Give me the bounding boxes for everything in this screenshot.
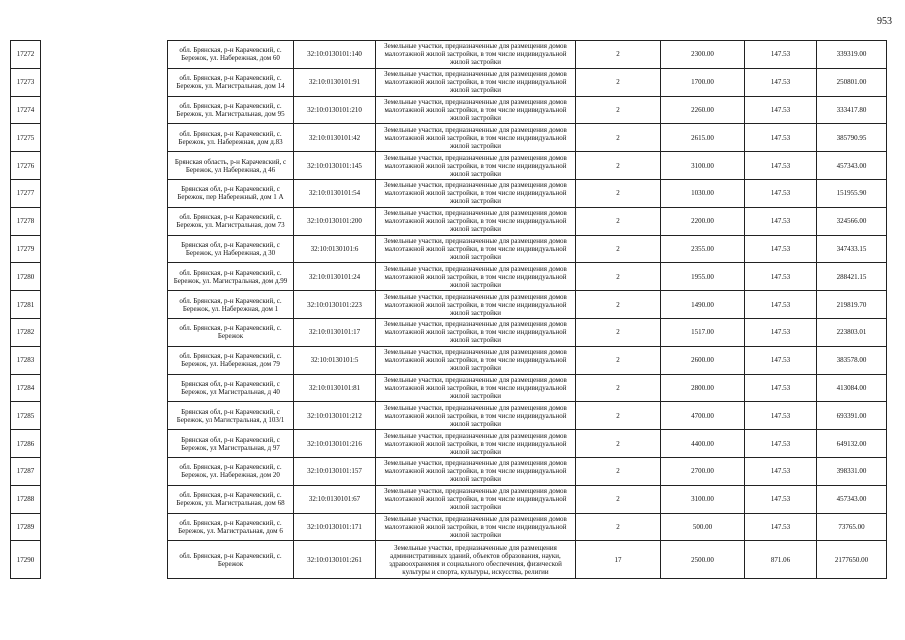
cell-cadastral-value: 457343.00 xyxy=(817,485,887,513)
cell-record-number: 17275 xyxy=(11,124,41,152)
cell-use-group: 2 xyxy=(576,179,661,207)
cell-spacer xyxy=(41,41,168,69)
cell-cadastral-number: 32:10:0130101:140 xyxy=(294,41,376,69)
cell-cadastral-number: 32:10:0130101:91 xyxy=(294,68,376,96)
cell-cadastral-value: 693391.00 xyxy=(817,402,887,430)
cell-cadastral-value: 151955.90 xyxy=(817,179,887,207)
cell-cadastral-number: 32:10:0130101:212 xyxy=(294,402,376,430)
cell-record-number: 17277 xyxy=(11,179,41,207)
cell-cadastral-number: 32:10:0130101:24 xyxy=(294,263,376,291)
cell-land-use-purpose: Земельные участки, предназначенные для размещения административных зданий, объектов образования, науки, здравоохранения и социального обеспечения, физической культуры и спорта, культуры, искусства, религии xyxy=(376,541,576,579)
cell-cadastral-number: 32:10:0130101:171 xyxy=(294,513,376,541)
cell-spacer xyxy=(41,318,168,346)
cell-cadastral-value: 2177650.00 xyxy=(817,541,887,579)
cell-specific-value: 147.53 xyxy=(745,346,817,374)
cell-use-group: 2 xyxy=(576,457,661,485)
cell-land-use-purpose: Земельные участки, предназначенные для размещения домов малоэтажной жилой застройки, в том числе индивидуальной жилой застройки xyxy=(376,374,576,402)
cell-specific-value: 147.53 xyxy=(745,291,817,319)
table-row xyxy=(11,318,887,346)
cell-address: Брянская обл, р-н Карачевский, с Бережок, пер Набережный, дом 1 А xyxy=(168,179,294,207)
cell-cadastral-number: 32:10:0130101:223 xyxy=(294,291,376,319)
cell-land-use-purpose: Земельные участки, предназначенные для размещения домов малоэтажной жилой застройки, в том числе индивидуальной жилой застройки xyxy=(376,430,576,458)
cell-cadastral-value: 347433.15 xyxy=(817,235,887,263)
cell-address: обл. Брянская, р-н Карачевский, с. Бережок, ул. Магистральная, дом 14 xyxy=(168,68,294,96)
table-row xyxy=(11,207,887,235)
cell-land-use-purpose: Земельные участки, предназначенные для размещения домов малоэтажной жилой застройки, в том числе индивидуальной жилой застройки xyxy=(376,402,576,430)
cell-address: обл. Брянская, р-н Карачевский, с. Бережок, ул. Набережная, дом 20 xyxy=(168,457,294,485)
cell-cadastral-number: 32:10:0130101:54 xyxy=(294,179,376,207)
cell-land-use-purpose: Земельные участки, предназначенные для размещения домов малоэтажной жилой застройки, в том числе индивидуальной жилой застройки xyxy=(376,152,576,180)
cell-specific-value: 147.53 xyxy=(745,235,817,263)
table-row xyxy=(11,541,887,579)
cell-spacer xyxy=(41,291,168,319)
table-row xyxy=(11,124,887,152)
cell-address: Брянская обл, р-н Карачевский, с Бережок, ул Магистральная, д 40 xyxy=(168,374,294,402)
cell-cadastral-number: 32:10:0130101:67 xyxy=(294,485,376,513)
cell-cadastral-value: 383578.00 xyxy=(817,346,887,374)
cell-area: 1490.00 xyxy=(661,291,745,319)
table-row xyxy=(11,457,887,485)
cell-record-number: 17280 xyxy=(11,263,41,291)
table-body xyxy=(11,41,887,579)
table-row xyxy=(11,179,887,207)
cell-cadastral-value: 333417.80 xyxy=(817,96,887,124)
cell-address: обл. Брянская, р-н Карачевский, с. Бережок, ул. Набережная, дом 60 xyxy=(168,41,294,69)
cell-use-group: 2 xyxy=(576,96,661,124)
table-row xyxy=(11,41,887,69)
cell-use-group: 2 xyxy=(576,402,661,430)
cell-cadastral-value: 339319.00 xyxy=(817,41,887,69)
cell-address: обл. Брянская, р-н Карачевский, с. Бережок, ул. Набережная, дом д.83 xyxy=(168,124,294,152)
cell-cadastral-value: 457343.00 xyxy=(817,152,887,180)
cell-address: обл. Брянская, р-н Карачевский, с. Бережок, ул. Магистральная, дом д.99 xyxy=(168,263,294,291)
cell-cadastral-number: 32:10:0130101:6 xyxy=(294,235,376,263)
cell-use-group: 2 xyxy=(576,430,661,458)
cell-record-number: 17290 xyxy=(11,541,41,579)
cell-spacer xyxy=(41,263,168,291)
table-row xyxy=(11,263,887,291)
cell-use-group: 2 xyxy=(576,346,661,374)
table-row xyxy=(11,291,887,319)
cell-land-use-purpose: Земельные участки, предназначенные для размещения домов малоэтажной жилой застройки, в том числе индивидуальной жилой застройки xyxy=(376,346,576,374)
cell-cadastral-value: 398331.00 xyxy=(817,457,887,485)
cell-area: 4400.00 xyxy=(661,430,745,458)
cell-land-use-purpose: Земельные участки, предназначенные для размещения домов малоэтажной жилой застройки, в том числе индивидуальной жилой застройки xyxy=(376,318,576,346)
cell-use-group: 2 xyxy=(576,41,661,69)
cell-cadastral-number: 32:10:0130101:210 xyxy=(294,96,376,124)
cell-address: обл. Брянская, р-н Карачевский, с. Бережок, ул. Магистральная, дом 73 xyxy=(168,207,294,235)
cell-record-number: 17288 xyxy=(11,485,41,513)
cell-record-number: 17278 xyxy=(11,207,41,235)
cell-use-group: 2 xyxy=(576,513,661,541)
cell-spacer xyxy=(41,513,168,541)
cell-specific-value: 147.53 xyxy=(745,179,817,207)
cell-spacer xyxy=(41,402,168,430)
table-row xyxy=(11,485,887,513)
cell-cadastral-number: 32:10:0130101:200 xyxy=(294,207,376,235)
cell-use-group: 2 xyxy=(576,207,661,235)
cell-record-number: 17282 xyxy=(11,318,41,346)
cell-specific-value: 147.53 xyxy=(745,124,817,152)
cell-specific-value: 147.53 xyxy=(745,485,817,513)
cell-area: 2600.00 xyxy=(661,346,745,374)
cell-land-use-purpose: Земельные участки, предназначенные для размещения домов малоэтажной жилой застройки, в том числе индивидуальной жилой застройки xyxy=(376,263,576,291)
cell-record-number: 17274 xyxy=(11,96,41,124)
cell-area: 2355.00 xyxy=(661,235,745,263)
cell-specific-value: 147.53 xyxy=(745,430,817,458)
cell-area: 2700.00 xyxy=(661,457,745,485)
cell-cadastral-number: 32:10:0130101:145 xyxy=(294,152,376,180)
cell-cadastral-value: 413084.00 xyxy=(817,374,887,402)
cell-address: обл. Брянская, р-н Карачевский, с. Бережок, ул. Набережная, дом 1 xyxy=(168,291,294,319)
cell-record-number: 17289 xyxy=(11,513,41,541)
cell-address: обл. Брянская, р-н Карачевский, с. Бережок xyxy=(168,541,294,579)
cell-land-use-purpose: Земельные участки, предназначенные для размещения домов малоэтажной жилой застройки, в том числе индивидуальной жилой застройки xyxy=(376,291,576,319)
cell-address: обл. Брянская, р-н Карачевский, с. Бережок, ул. Магистральная, дом 6 xyxy=(168,513,294,541)
cell-spacer xyxy=(41,541,168,579)
cell-specific-value: 147.53 xyxy=(745,41,817,69)
cell-address: Брянская область, р-н Карачевский, с Бережок, ул Набережная, д 46 xyxy=(168,152,294,180)
table-row xyxy=(11,513,887,541)
cell-specific-value: 147.53 xyxy=(745,402,817,430)
page-number: 953 xyxy=(877,16,892,27)
cell-area: 1517.00 xyxy=(661,318,745,346)
cell-cadastral-value: 219819.70 xyxy=(817,291,887,319)
table-row xyxy=(11,68,887,96)
cell-land-use-purpose: Земельные участки, предназначенные для размещения домов малоэтажной жилой застройки, в том числе индивидуальной жилой застройки xyxy=(376,485,576,513)
cell-specific-value: 147.53 xyxy=(745,513,817,541)
cell-specific-value: 147.53 xyxy=(745,374,817,402)
cell-use-group: 2 xyxy=(576,485,661,513)
cell-specific-value: 147.53 xyxy=(745,263,817,291)
cell-area: 2200.00 xyxy=(661,207,745,235)
cell-address: обл. Брянская, р-н Карачевский, с. Бережок xyxy=(168,318,294,346)
cell-cadastral-value: 288421.15 xyxy=(817,263,887,291)
cell-spacer xyxy=(41,430,168,458)
cell-record-number: 17285 xyxy=(11,402,41,430)
cell-use-group: 17 xyxy=(576,541,661,579)
cell-record-number: 17284 xyxy=(11,374,41,402)
cell-specific-value: 147.53 xyxy=(745,152,817,180)
cell-use-group: 2 xyxy=(576,235,661,263)
cell-record-number: 17283 xyxy=(11,346,41,374)
cell-spacer xyxy=(41,68,168,96)
cell-land-use-purpose: Земельные участки, предназначенные для размещения домов малоэтажной жилой застройки, в том числе индивидуальной жилой застройки xyxy=(376,96,576,124)
cell-specific-value: 147.53 xyxy=(745,318,817,346)
cell-specific-value: 147.53 xyxy=(745,68,817,96)
cell-record-number: 17287 xyxy=(11,457,41,485)
cell-cadastral-value: 73765.00 xyxy=(817,513,887,541)
cell-use-group: 2 xyxy=(576,291,661,319)
table-row xyxy=(11,374,887,402)
cell-use-group: 2 xyxy=(576,318,661,346)
cell-cadastral-number: 32:10:0130101:5 xyxy=(294,346,376,374)
cell-specific-value: 147.53 xyxy=(745,96,817,124)
cell-area: 1955.00 xyxy=(661,263,745,291)
cell-specific-value: 147.53 xyxy=(745,457,817,485)
cell-land-use-purpose: Земельные участки, предназначенные для размещения домов малоэтажной жилой застройки, в том числе индивидуальной жилой застройки xyxy=(376,457,576,485)
cell-address: обл. Брянская, р-н Карачевский, с. Бережок, ул. Набережная, дом 79 xyxy=(168,346,294,374)
cell-area: 500.00 xyxy=(661,513,745,541)
cell-area: 2500.00 xyxy=(661,541,745,579)
cell-spacer xyxy=(41,374,168,402)
cell-use-group: 2 xyxy=(576,152,661,180)
table-row xyxy=(11,346,887,374)
cell-cadastral-value: 250801.00 xyxy=(817,68,887,96)
cell-record-number: 17272 xyxy=(11,41,41,69)
cell-use-group: 2 xyxy=(576,263,661,291)
cell-area: 2800.00 xyxy=(661,374,745,402)
cell-spacer xyxy=(41,124,168,152)
cell-land-use-purpose: Земельные участки, предназначенные для размещения домов малоэтажной жилой застройки, в том числе индивидуальной жилой застройки xyxy=(376,235,576,263)
cell-area: 3100.00 xyxy=(661,152,745,180)
cell-land-use-purpose: Земельные участки, предназначенные для размещения домов малоэтажной жилой застройки, в том числе индивидуальной жилой застройки xyxy=(376,207,576,235)
table-row xyxy=(11,402,887,430)
table-row xyxy=(11,235,887,263)
cell-use-group: 2 xyxy=(576,68,661,96)
cell-land-use-purpose: Земельные участки, предназначенные для размещения домов малоэтажной жилой застройки, в том числе индивидуальной жилой застройки xyxy=(376,68,576,96)
cell-land-use-purpose: Земельные участки, предназначенные для размещения домов малоэтажной жилой застройки, в том числе индивидуальной жилой застройки xyxy=(376,513,576,541)
cell-cadastral-number: 32:10:0130101:157 xyxy=(294,457,376,485)
cell-spacer xyxy=(41,457,168,485)
table-row xyxy=(11,430,887,458)
cell-cadastral-value: 385790.95 xyxy=(817,124,887,152)
cell-record-number: 17286 xyxy=(11,430,41,458)
cell-area: 2300.00 xyxy=(661,41,745,69)
cell-spacer xyxy=(41,346,168,374)
cell-land-use-purpose: Земельные участки, предназначенные для размещения домов малоэтажной жилой застройки, в том числе индивидуальной жилой застройки xyxy=(376,124,576,152)
cell-cadastral-number: 32:10:0130101:42 xyxy=(294,124,376,152)
cell-use-group: 2 xyxy=(576,124,661,152)
cell-address: Брянская обл, р-н Карачевский, с Бережок, ул Магистральная, д 97 xyxy=(168,430,294,458)
cell-area: 3100.00 xyxy=(661,485,745,513)
cell-use-group: 2 xyxy=(576,374,661,402)
cell-record-number: 17281 xyxy=(11,291,41,319)
cell-address: Брянская обл, р-н Карачевский, с Бережок, ул Набережная, д 30 xyxy=(168,235,294,263)
cell-spacer xyxy=(41,152,168,180)
cell-cadastral-value: 649132.00 xyxy=(817,430,887,458)
cell-cadastral-value: 223803.01 xyxy=(817,318,887,346)
cell-cadastral-number: 32:10:0130101:17 xyxy=(294,318,376,346)
cell-land-use-purpose: Земельные участки, предназначенные для размещения домов малоэтажной жилой застройки, в том числе индивидуальной жилой застройки xyxy=(376,41,576,69)
land-registry-table xyxy=(10,40,887,579)
cell-specific-value: 871.06 xyxy=(745,541,817,579)
cell-area: 4700.00 xyxy=(661,402,745,430)
cell-land-use-purpose: Земельные участки, предназначенные для размещения домов малоэтажной жилой застройки, в том числе индивидуальной жилой застройки xyxy=(376,179,576,207)
cell-cadastral-number: 32:10:0130101:81 xyxy=(294,374,376,402)
cell-address: обл. Брянская, р-н Карачевский, с. Бережок, ул. Магистральная, дом 68 xyxy=(168,485,294,513)
cell-area: 1700.00 xyxy=(661,68,745,96)
cell-area: 1030.00 xyxy=(661,179,745,207)
cell-specific-value: 147.53 xyxy=(745,207,817,235)
cell-spacer xyxy=(41,235,168,263)
cell-cadastral-value: 324566.00 xyxy=(817,207,887,235)
cell-spacer xyxy=(41,207,168,235)
table-row xyxy=(11,152,887,180)
cell-record-number: 17276 xyxy=(11,152,41,180)
cell-record-number: 17279 xyxy=(11,235,41,263)
cell-address: обл. Брянская, р-н Карачевский, с. Бережок, ул. Магистральная, дом 95 xyxy=(168,96,294,124)
cell-address: Брянская обл, р-н Карачевский, с Бережок, ул Магистральная, д 103/1 xyxy=(168,402,294,430)
cell-record-number: 17273 xyxy=(11,68,41,96)
cell-spacer xyxy=(41,179,168,207)
table-row xyxy=(11,96,887,124)
cell-area: 2260.00 xyxy=(661,96,745,124)
cell-cadastral-number: 32:10:0130101:261 xyxy=(294,541,376,579)
cell-area: 2615.00 xyxy=(661,124,745,152)
cell-spacer xyxy=(41,485,168,513)
cell-cadastral-number: 32:10:0130101:216 xyxy=(294,430,376,458)
cell-spacer xyxy=(41,96,168,124)
